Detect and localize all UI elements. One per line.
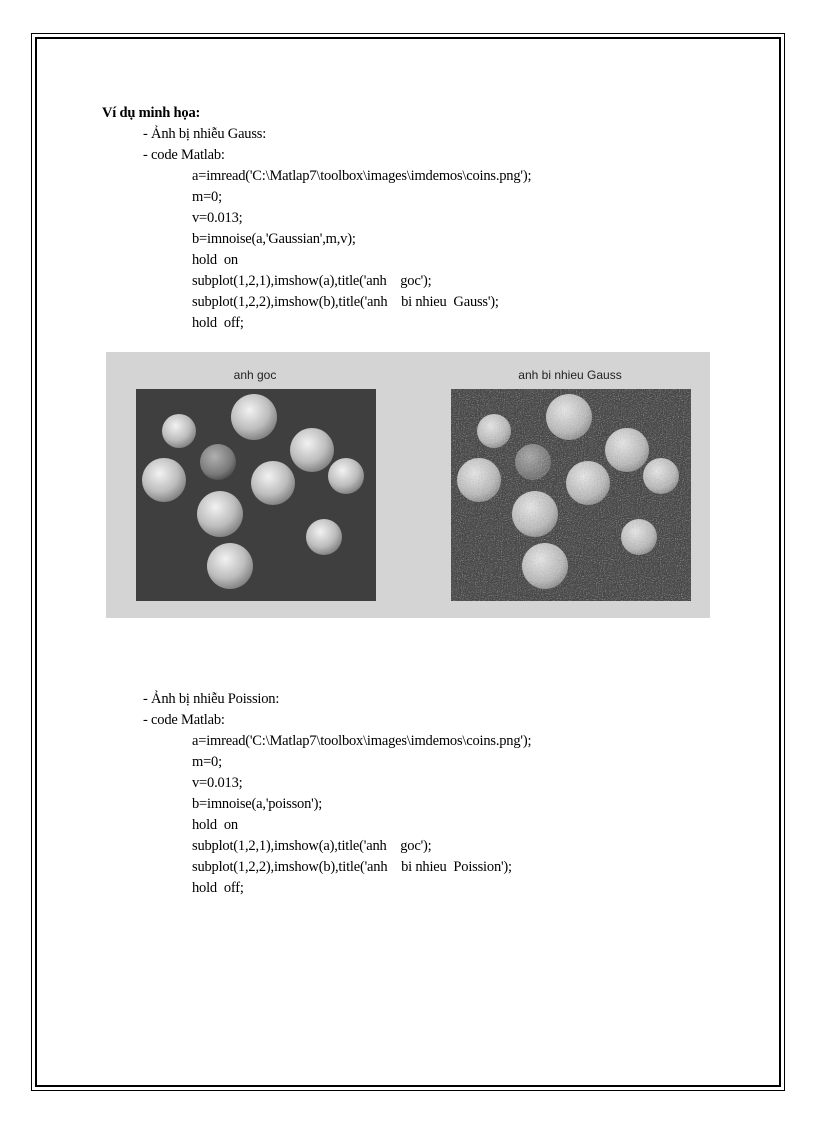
coin-image bbox=[477, 414, 511, 448]
original-coins-image bbox=[136, 389, 376, 601]
coin-image bbox=[290, 428, 334, 472]
code-line: subplot(1,2,2),imshow(b),title('anh bi nhieu Gauss'); bbox=[192, 294, 499, 310]
code-line: hold on bbox=[192, 817, 238, 833]
coin-image bbox=[512, 491, 558, 537]
gauss-noise-coins-image bbox=[451, 389, 691, 601]
poisson-noise-bullet: - Ảnh bị nhiễu Poission: bbox=[143, 691, 280, 707]
coin-image bbox=[231, 394, 277, 440]
right-panel-title: anh bi nhieu Gauss bbox=[518, 368, 622, 382]
coin-image bbox=[566, 461, 610, 505]
coin-image bbox=[605, 428, 649, 472]
coin-image bbox=[162, 414, 196, 448]
code-line: m=0; bbox=[192, 189, 222, 205]
code-line: hold on bbox=[192, 252, 238, 268]
coin-image bbox=[515, 444, 551, 480]
coin-image bbox=[306, 519, 342, 555]
code-line: subplot(1,2,1),imshow(a),title('anh goc'); bbox=[192, 273, 432, 289]
coin-image bbox=[207, 543, 253, 589]
gauss-code-bullet: - code Matlab: bbox=[143, 147, 225, 163]
coin-image bbox=[546, 394, 592, 440]
code-line: m=0; bbox=[192, 754, 222, 770]
code-line: v=0.013; bbox=[192, 210, 243, 226]
original-coins-svg bbox=[136, 389, 376, 601]
code-line: b=imnoise(a,'Gaussian',m,v); bbox=[192, 231, 356, 247]
code-line: hold off; bbox=[192, 880, 244, 896]
coin-image bbox=[251, 461, 295, 505]
example-heading: Ví dụ minh họa: bbox=[102, 105, 201, 121]
coin-image bbox=[457, 458, 501, 502]
noisy-coins-svg bbox=[451, 389, 691, 601]
code-line: b=imnoise(a,'poisson'); bbox=[192, 796, 323, 812]
coin-image bbox=[200, 444, 236, 480]
code-line: v=0.013; bbox=[192, 775, 243, 791]
coin-image bbox=[328, 458, 364, 494]
code-line: hold off; bbox=[192, 315, 244, 331]
matlab-figure bbox=[106, 352, 710, 618]
code-line: a=imread('C:\Matlap7\toolbox\images\imdemos\coins.png'); bbox=[192, 733, 532, 749]
coin-image bbox=[621, 519, 657, 555]
coin-image bbox=[197, 491, 243, 537]
code-line: subplot(1,2,1),imshow(a),title('anh goc'); bbox=[192, 838, 432, 854]
gauss-noise-bullet: - Ảnh bị nhiễu Gauss: bbox=[143, 126, 267, 142]
code-line: a=imread('C:\Matlap7\toolbox\images\imdemos\coins.png'); bbox=[192, 168, 532, 184]
coin-image bbox=[643, 458, 679, 494]
coin-image bbox=[522, 543, 568, 589]
code-line: subplot(1,2,2),imshow(b),title('anh bi nhieu Poission'); bbox=[192, 859, 512, 875]
coin-image bbox=[142, 458, 186, 502]
poisson-code-bullet: - code Matlab: bbox=[143, 712, 225, 728]
left-panel-title: anh goc bbox=[233, 368, 277, 382]
